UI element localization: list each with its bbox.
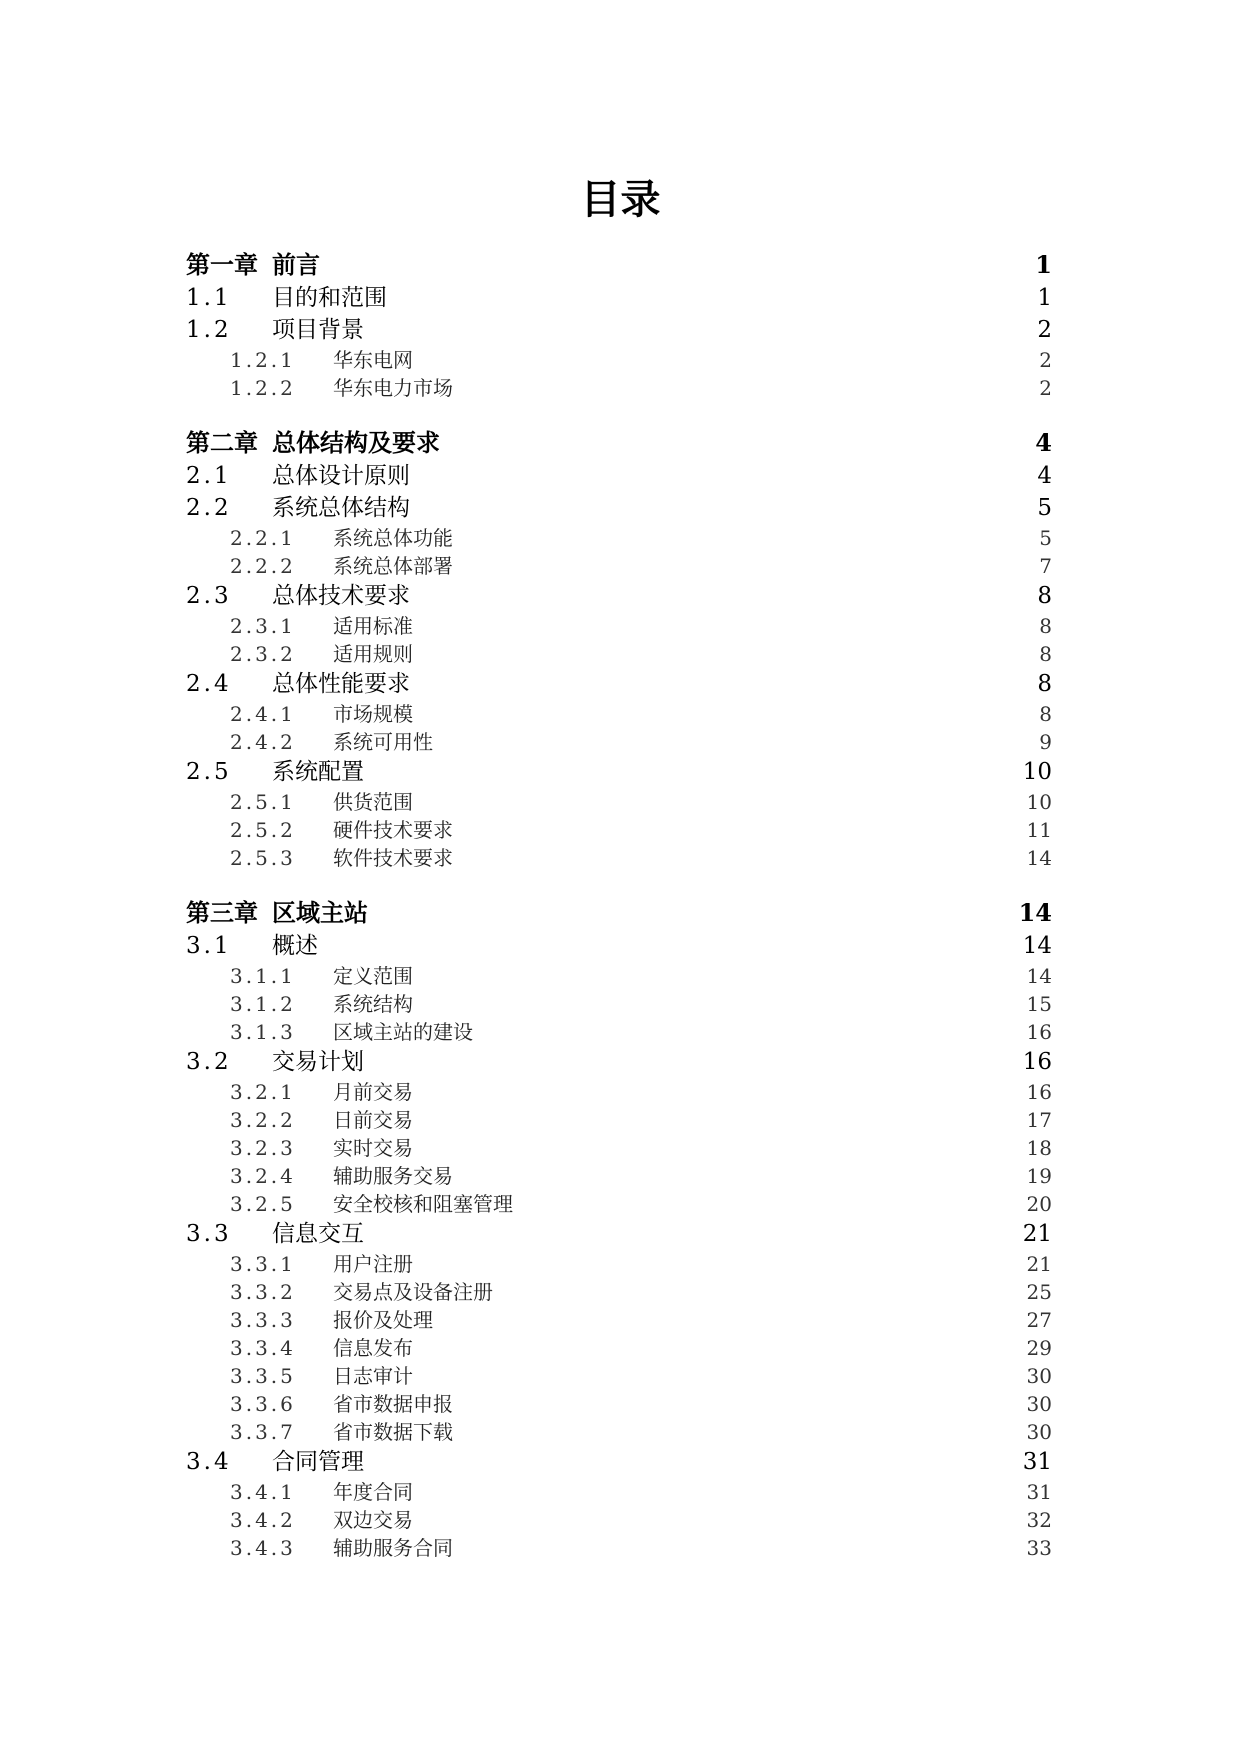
toc-entry[interactable] — [186, 612, 1052, 640]
toc-entry-page: 10 — [1026, 790, 1052, 814]
toc-entry-number: 3.4.3 — [230, 1536, 296, 1560]
toc-entry[interactable] — [186, 1278, 1052, 1306]
toc-entry-title: 实时交易 — [333, 1136, 413, 1160]
toc-entry-title: 日志审计 — [333, 1364, 413, 1388]
toc-entry-number: 3.1.3 — [230, 1020, 296, 1044]
toc-entry-number: 2.3 — [186, 583, 232, 609]
toc-entry-page: 18 — [1026, 1136, 1052, 1160]
toc-entry-page: 8 — [1039, 702, 1052, 726]
toc-entry[interactable] — [186, 788, 1052, 816]
toc-entry[interactable] — [186, 1534, 1052, 1562]
toc-entry-page: 14 — [1026, 964, 1052, 988]
toc-entry-title: 双边交易 — [333, 1508, 413, 1532]
toc-entry[interactable] — [186, 1506, 1052, 1534]
toc-entry-number: 1.2.2 — [230, 376, 296, 400]
toc-entry-page: 31 — [1022, 1449, 1052, 1475]
toc-entry-page: 9 — [1039, 730, 1052, 754]
toc-entry[interactable] — [186, 552, 1052, 580]
toc-entry[interactable] — [186, 930, 1052, 962]
toc-entry-number: 3.1.2 — [230, 992, 296, 1016]
toc-entry-number: 3.3 — [186, 1221, 232, 1247]
toc-entry-number: 3.3.5 — [230, 1364, 296, 1388]
toc-entry[interactable] — [186, 844, 1052, 872]
toc-entry-number: 3.1 — [186, 933, 232, 959]
toc-entry-number: 3.3.6 — [230, 1392, 296, 1416]
toc-entry-title: 华东电网 — [333, 348, 413, 372]
toc-entry-title: 硬件技术要求 — [333, 818, 453, 842]
toc-entry-page: 31 — [1026, 1480, 1052, 1504]
toc-entry-number: 3.3.7 — [230, 1420, 296, 1444]
toc-entry[interactable] — [186, 1218, 1052, 1250]
toc-entry-page: 27 — [1026, 1308, 1052, 1332]
toc-entry-title: 前言 — [272, 250, 320, 279]
toc-entry-title: 系统总体功能 — [333, 526, 453, 550]
toc-entry-number: 第二章 — [186, 428, 258, 457]
toc-entry-title: 系统配置 — [272, 759, 364, 785]
toc-entry-number: 2.5.1 — [230, 790, 296, 814]
toc-entry[interactable] — [186, 1334, 1052, 1362]
toc-entry-number: 2.5.2 — [230, 818, 296, 842]
toc-entry[interactable] — [186, 374, 1052, 402]
toc-entry-title: 区域主站的建设 — [333, 1020, 473, 1044]
toc-entry[interactable] — [186, 700, 1052, 728]
toc-entry-page: 2 — [1037, 317, 1052, 343]
toc-entry[interactable] — [186, 640, 1052, 668]
toc-entry[interactable] — [186, 816, 1052, 844]
toc-entry-page: 30 — [1026, 1420, 1052, 1444]
toc-entry-title: 信息发布 — [333, 1336, 413, 1360]
toc-entry-page: 4 — [1037, 463, 1052, 489]
toc-entry-number: 第三章 — [186, 898, 258, 927]
toc-entry-page: 1 — [1035, 250, 1052, 279]
toc-entry-number: 2.4 — [186, 671, 232, 697]
toc-entry[interactable] — [186, 524, 1052, 552]
toc-entry-title: 日前交易 — [333, 1108, 413, 1132]
toc-entry-title: 区域主站 — [272, 898, 368, 927]
toc-entry-page: 14 — [1018, 898, 1052, 927]
toc-entry-title: 辅助服务合同 — [333, 1536, 453, 1560]
toc-entry-number: 2.4.2 — [230, 730, 296, 754]
toc-entry[interactable] — [186, 460, 1052, 492]
toc-entry-title: 信息交互 — [272, 1221, 364, 1247]
toc-entry[interactable] — [186, 248, 1052, 282]
toc-entry-title: 报价及处理 — [333, 1308, 433, 1332]
toc-entry[interactable] — [186, 1046, 1052, 1078]
toc-entry[interactable] — [186, 962, 1052, 990]
toc-entry-title: 省市数据申报 — [333, 1392, 453, 1416]
toc-entry-number: 3.3.4 — [230, 1336, 296, 1360]
toc-entry-page: 20 — [1026, 1192, 1052, 1216]
toc-entry-page: 5 — [1037, 495, 1052, 521]
toc-entry[interactable] — [186, 1106, 1052, 1134]
toc-entry-title: 系统结构 — [333, 992, 413, 1016]
toc-entry-number: 3.2.5 — [230, 1192, 296, 1216]
toc-entry-number: 3.4.1 — [230, 1480, 296, 1504]
toc-entry-title: 市场规模 — [333, 702, 413, 726]
toc-entry-page: 25 — [1026, 1280, 1052, 1304]
toc-entry-page: 8 — [1037, 583, 1052, 609]
toc-entry-number: 2.3.1 — [230, 614, 296, 638]
toc-entry-title: 定义范围 — [333, 964, 413, 988]
toc-entry-title: 省市数据下载 — [333, 1420, 453, 1444]
toc-entry[interactable] — [186, 728, 1052, 756]
toc-entry-title: 交易点及设备注册 — [333, 1280, 493, 1304]
toc-entry-number: 3.2.3 — [230, 1136, 296, 1160]
toc-entry[interactable] — [186, 1306, 1052, 1334]
toc-entry-number: 3.2.2 — [230, 1108, 296, 1132]
toc-entry-page: 32 — [1026, 1508, 1052, 1532]
toc-entry[interactable] — [186, 580, 1052, 612]
toc-entry-number: 2.5 — [186, 759, 232, 785]
toc-entry-number: 3.3.1 — [230, 1252, 296, 1276]
toc-entry-title: 年度合同 — [333, 1480, 413, 1504]
toc-entry-page: 29 — [1026, 1336, 1052, 1360]
toc-entry[interactable] — [186, 1250, 1052, 1278]
toc-entry[interactable] — [186, 668, 1052, 700]
toc-entry-title: 总体技术要求 — [272, 583, 410, 609]
toc-entry-page: 33 — [1026, 1536, 1052, 1560]
toc-entry[interactable] — [186, 1078, 1052, 1106]
toc-entry-page: 30 — [1026, 1392, 1052, 1416]
toc-entry-page: 2 — [1039, 376, 1052, 400]
toc-entry-title: 总体设计原则 — [272, 463, 410, 489]
toc-entry-title: 辅助服务交易 — [333, 1164, 453, 1188]
toc-entry-page: 10 — [1022, 759, 1052, 785]
toc-entry-page: 16 — [1026, 1080, 1052, 1104]
toc-entry-title: 项目背景 — [272, 317, 364, 343]
toc-entry-page: 30 — [1026, 1364, 1052, 1388]
toc-entry-page: 2 — [1039, 348, 1052, 372]
toc-entry-page: 16 — [1026, 1020, 1052, 1044]
toc-entry-number: 3.3.3 — [230, 1308, 296, 1332]
toc-entry-title: 系统总体部署 — [333, 554, 453, 578]
toc-entry-page: 11 — [1026, 818, 1052, 842]
toc-entry-page: 7 — [1039, 554, 1052, 578]
toc-entry-title: 总体结构及要求 — [272, 428, 440, 457]
toc-entry-number: 2.2 — [186, 495, 232, 521]
toc-entry[interactable] — [186, 426, 1052, 460]
toc-entry-title: 供货范围 — [333, 790, 413, 814]
toc-entry-number: 3.2 — [186, 1049, 232, 1075]
toc-entry-page: 19 — [1026, 1164, 1052, 1188]
toc-entry-page: 8 — [1039, 642, 1052, 666]
toc-entry-number: 2.4.1 — [230, 702, 296, 726]
toc-entry-number: 2.5.3 — [230, 846, 296, 870]
toc-entry-title: 华东电力市场 — [333, 376, 453, 400]
toc-entry[interactable] — [186, 1134, 1052, 1162]
toc-entry[interactable] — [186, 1162, 1052, 1190]
toc-entry[interactable] — [186, 1478, 1052, 1506]
toc-entry-title: 用户注册 — [333, 1252, 413, 1276]
toc-entry-title: 月前交易 — [333, 1080, 413, 1104]
toc-entry-number: 1.1 — [186, 285, 232, 311]
toc-entry-page: 1 — [1037, 285, 1052, 311]
toc-entry[interactable] — [186, 896, 1052, 930]
toc-entry-page: 21 — [1022, 1221, 1052, 1247]
toc-entry-page: 8 — [1037, 671, 1052, 697]
toc-entry-title: 概述 — [272, 933, 318, 959]
toc-entry-number: 第一章 — [186, 250, 258, 279]
toc-entry-page: 16 — [1022, 1049, 1052, 1075]
toc-entry[interactable] — [186, 1418, 1052, 1446]
toc-entry-number: 3.4.2 — [230, 1508, 296, 1532]
toc-entry-page: 17 — [1026, 1108, 1052, 1132]
toc-entry[interactable] — [186, 492, 1052, 524]
toc-entry-title: 系统可用性 — [333, 730, 433, 754]
toc-entry[interactable] — [186, 990, 1052, 1018]
toc-entry-page: 21 — [1026, 1252, 1052, 1276]
toc-entry-number: 1.2 — [186, 317, 232, 343]
toc-entry-page: 14 — [1022, 933, 1052, 959]
toc-entry-page: 15 — [1026, 992, 1052, 1016]
toc-entry[interactable] — [186, 1190, 1052, 1218]
toc-entry[interactable] — [186, 346, 1052, 374]
toc-entry-number: 3.2.4 — [230, 1164, 296, 1188]
toc-entry[interactable] — [186, 314, 1052, 346]
toc-entry-title: 总体性能要求 — [272, 671, 410, 697]
page-title: 目录 — [580, 176, 661, 223]
toc-entry-title: 软件技术要求 — [333, 846, 453, 870]
toc-entry-page: 5 — [1039, 526, 1052, 550]
toc-entry-number: 2.2.2 — [230, 554, 296, 578]
toc-entry-page: 8 — [1039, 614, 1052, 638]
toc-entry-number: 3.3.2 — [230, 1280, 296, 1304]
toc-entry-number: 2.2.1 — [230, 526, 296, 550]
toc-entry-number: 1.2.1 — [230, 348, 296, 372]
toc-entry-title: 适用标准 — [333, 614, 413, 638]
toc-entry-number: 3.4 — [186, 1449, 232, 1475]
toc-entry-title: 目的和范围 — [272, 285, 387, 311]
toc-entry[interactable] — [186, 1018, 1052, 1046]
toc-entry[interactable] — [186, 1446, 1052, 1478]
toc-entry-title: 适用规则 — [333, 642, 413, 666]
toc-entry[interactable] — [186, 1362, 1052, 1390]
toc-entry-page: 14 — [1026, 846, 1052, 870]
toc-entry[interactable] — [186, 282, 1052, 314]
toc-entry-title: 系统总体结构 — [272, 495, 410, 521]
toc-entry[interactable] — [186, 1390, 1052, 1418]
toc-entry-title: 安全校核和阻塞管理 — [333, 1192, 513, 1216]
toc-entry-title: 交易计划 — [272, 1049, 364, 1075]
toc-entry[interactable] — [186, 756, 1052, 788]
toc-entry-title: 合同管理 — [272, 1449, 364, 1475]
toc-entry-number: 3.1.1 — [230, 964, 296, 988]
toc-entry-number: 2.1 — [186, 463, 232, 489]
toc-entry-page: 4 — [1035, 428, 1052, 457]
toc-entry-number: 2.3.2 — [230, 642, 296, 666]
toc-entry-number: 3.2.1 — [230, 1080, 296, 1104]
